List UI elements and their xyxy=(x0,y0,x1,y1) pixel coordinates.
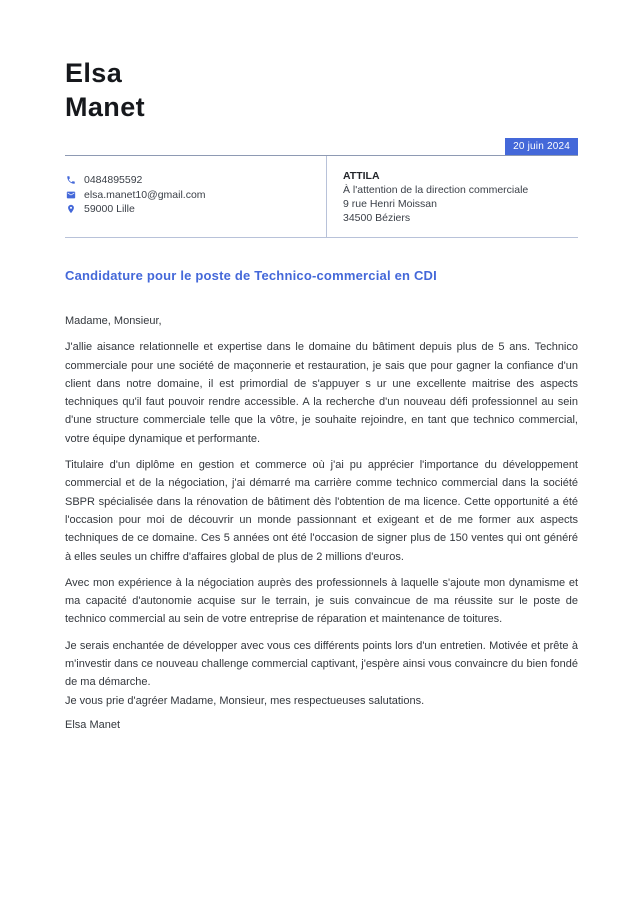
location-icon xyxy=(66,204,76,214)
contact-phone-row xyxy=(66,175,316,186)
paragraph-motivation: Avec mon expérience à la négociation auprès des professionnels à laquelle s'ajoute mon dynamisme et ma capacité d'autonomie acquise sur le terrain, je suis convaincue de ma réussite sur le poste de technico commercial au sein de votre entreprise de réparation et maintenance de toitures. xyxy=(65,576,578,626)
paragraph-experience: Titulaire d'un diplôme en gestion et commerce où j'ai pu apprécier l'importance du développement commercial et de la négociation, j'ai démarré ma carrière comme technico commercial dans la société SBPR spécialisée dans la rénovation de bâtiment dès l'obtention de ma licence. Cette opportunité a été l'occasion pour moi de découvrir un monde passionnant et exigeant et de me former aux aspects techniques de ce domaine. Ces 5 années ont été l'occasion de signer plus de 150 ventes qui ont généré à elles seules un chiffre d'affaires global de plus de 2 millions d'euros. xyxy=(65,459,578,563)
contact-location-row xyxy=(66,204,316,215)
phone-icon xyxy=(66,175,76,185)
contact-recipient-band xyxy=(65,155,578,238)
paragraph-conclusion: Je serais enchantée de développer avec vous ces différents points lors d'un entretien. Motivée et prête à m'investir dans ce nouveau challenge commercial captivant, j'espère ainsi vous convaincre du bien fondé de ma démarche. xyxy=(65,639,578,689)
email-address: elsa.manet10@gmail.com xyxy=(84,188,206,201)
closing-formula: Je vous prie d'agréer Madame, Monsieur, mes respectueuses salutations. xyxy=(65,694,425,707)
contact-email-row xyxy=(66,190,316,201)
date-badge: 20 juin 2024 xyxy=(505,138,578,155)
mail-icon xyxy=(66,190,76,200)
applicant-name xyxy=(65,56,578,124)
postal-city: 59000 Lille xyxy=(84,203,135,215)
salutation: Madame, Monsieur, xyxy=(65,315,162,327)
applicant-last-name: Manet xyxy=(65,92,146,122)
phone-number: 0484895592 xyxy=(84,174,143,186)
date-row xyxy=(65,138,578,155)
applicant-first-name: Elsa xyxy=(65,58,123,88)
recipient-block xyxy=(327,156,578,237)
recipient-company: ATTILA xyxy=(343,170,380,182)
letter-body xyxy=(65,267,578,734)
paragraph-intro: J'allie aisance relationnelle et expertise dans le domaine du bâtiment depuis plus de 5 ans. Technico commerciale pour une société de maçonnerie et restauration, je sais que pour gagner la confiance d'un client dans notre domaine, il est primordial de s'appuyer s ur une excellente maitrise des aspects techniques qu'il faut pouvoir rendre accessible. A la recherche d'un nouveau défi professionnel au sein d'une structure commerciale telle que la vôtre, je souhaite rejoindre, en tant que technico commercial, votre équipe dynamique et performante. xyxy=(65,341,578,445)
contact-info xyxy=(65,156,327,237)
letter-subject: Candidature pour le poste de Technico-commercial en CDI xyxy=(65,268,437,283)
recipient-city: 34500 Béziers xyxy=(343,212,411,224)
signature: Elsa Manet xyxy=(65,718,121,731)
recipient-attention-line: À l'attention de la direction commerciale xyxy=(343,184,529,196)
recipient-street: 9 rue Henri Moissan xyxy=(343,198,437,210)
